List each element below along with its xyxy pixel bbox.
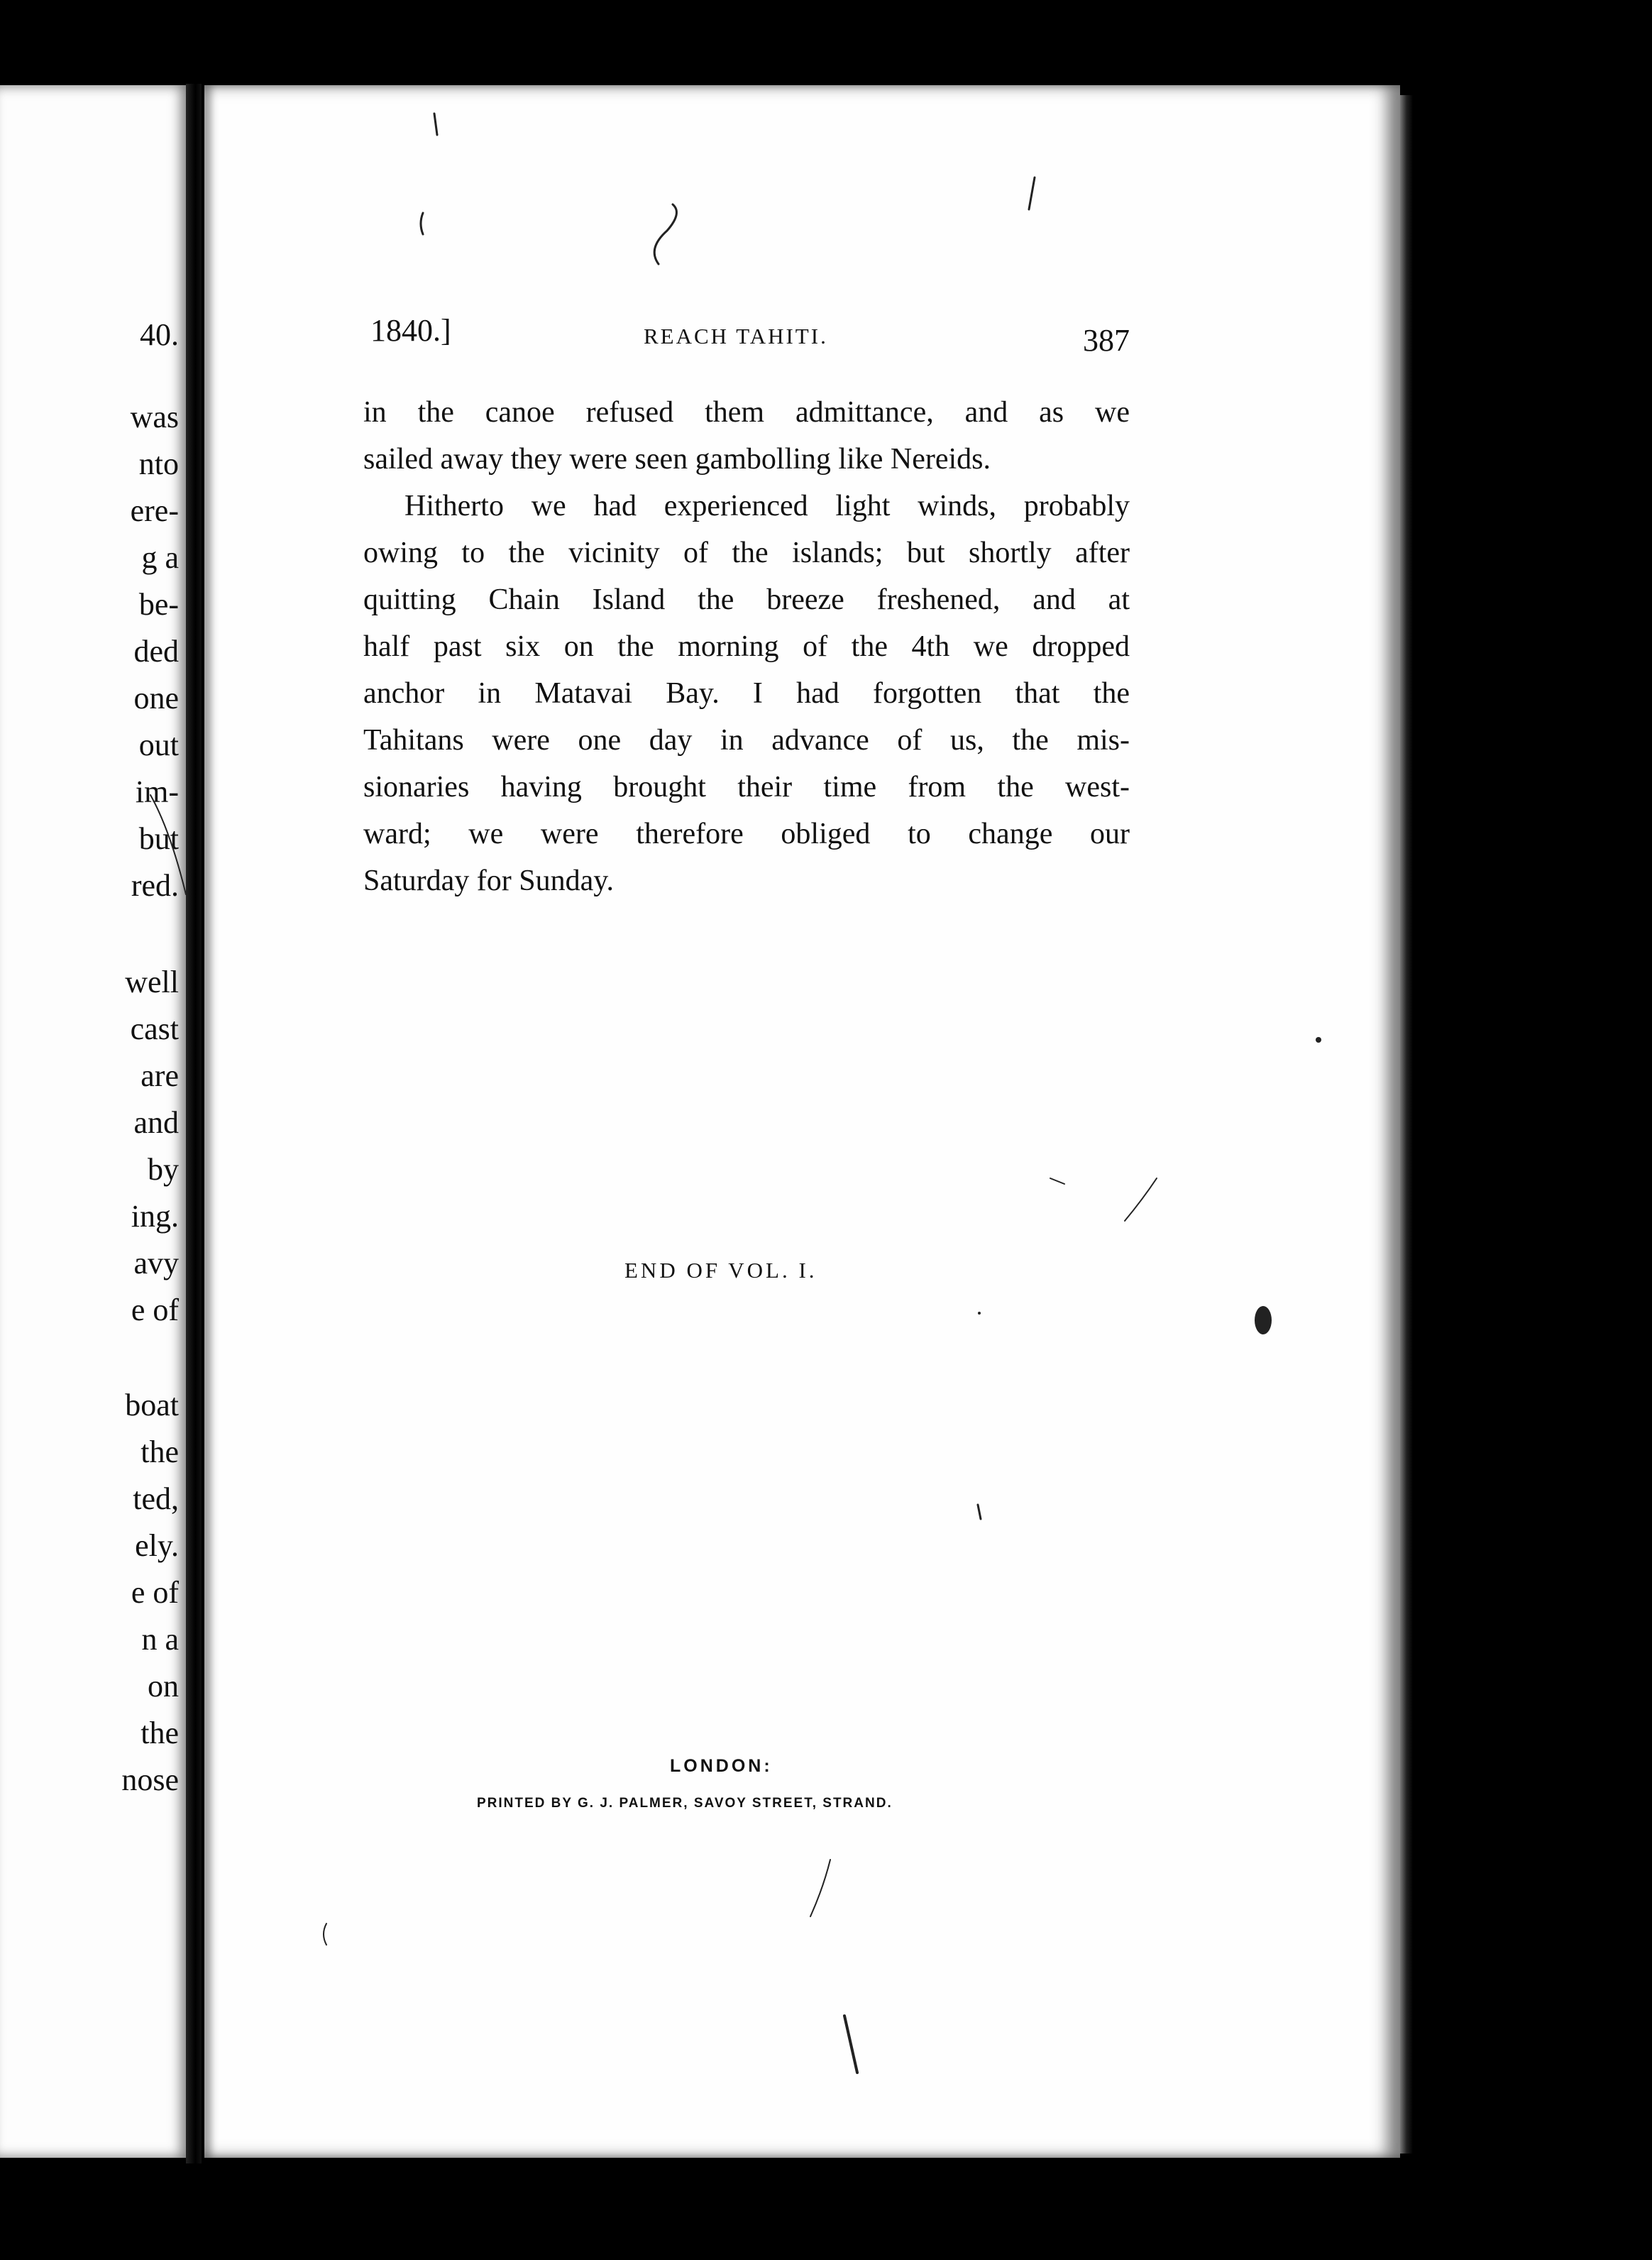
body-line: in the canoe refused them admittance, and as we bbox=[363, 396, 1130, 429]
previous-page-line: red. bbox=[131, 868, 179, 903]
end-of-volume-marker: END OF VOL. I. bbox=[624, 1258, 817, 1283]
body-line: owing to the vicinity of the islands; but shortly after bbox=[363, 537, 1130, 569]
body-line: quitting Chain Island the breeze freshened, and at bbox=[363, 583, 1130, 616]
previous-page-line: avy bbox=[133, 1246, 179, 1280]
previous-page-line: well bbox=[125, 965, 179, 999]
body-line: Tahitans were one day in advance of us, the mis- bbox=[363, 724, 1130, 757]
previous-page-line: nose bbox=[121, 1762, 179, 1797]
page-number: 387 bbox=[1083, 323, 1130, 358]
previous-page-line: ely. bbox=[135, 1528, 179, 1563]
imprint-city: LONDON: bbox=[670, 1756, 773, 1776]
previous-page-line: e of bbox=[131, 1293, 179, 1327]
previous-page-line: ded bbox=[133, 634, 179, 669]
body-line: Saturday for Sunday. bbox=[363, 865, 615, 897]
previous-page-line: one bbox=[133, 681, 179, 715]
previous-page-line: by bbox=[148, 1152, 179, 1187]
body-line: anchor in Matavai Bay. I had forgotten that the bbox=[363, 677, 1130, 710]
previous-page-line: the bbox=[141, 1716, 179, 1750]
body-text bbox=[363, 389, 1130, 904]
running-header bbox=[370, 305, 1130, 362]
previous-page-line: 40. bbox=[140, 317, 179, 352]
previous-page-line: was bbox=[130, 400, 179, 434]
previous-page-line: and bbox=[133, 1105, 179, 1140]
previous-page-line: n a bbox=[141, 1622, 179, 1657]
header-title: REACH TAHITI. bbox=[644, 324, 828, 349]
previous-page-line: e of bbox=[131, 1575, 179, 1610]
previous-page-line: on bbox=[148, 1669, 179, 1704]
previous-page-line: be- bbox=[138, 587, 179, 622]
body-line: half past six on the morning of the 4th we dropped bbox=[363, 630, 1130, 663]
previous-page-line: are bbox=[141, 1058, 179, 1093]
printer-imprint: PRINTED BY G. J. PALMER, SAVOY STREET, STRAND. bbox=[477, 1796, 893, 1811]
body-line: ward; we were therefore obliged to change our bbox=[363, 818, 1130, 850]
page-edge bbox=[1400, 95, 1413, 2154]
previous-page-line: the bbox=[141, 1435, 179, 1469]
book-gutter bbox=[186, 84, 202, 2163]
previous-page-line: g a bbox=[141, 540, 179, 575]
previous-page-line: nto bbox=[138, 446, 179, 481]
previous-page-line: ted, bbox=[133, 1481, 179, 1516]
body-line: Hitherto we had experienced light winds, probably bbox=[404, 490, 1130, 522]
previous-page-line: ing. bbox=[131, 1199, 179, 1234]
previous-page-line: cast bbox=[130, 1011, 179, 1046]
previous-page-line: boat bbox=[125, 1388, 179, 1422]
body-line: sailed away they were seen gambolling like Nereids. bbox=[363, 443, 991, 476]
body-line: sionaries having brought their time from the west- bbox=[363, 771, 1130, 803]
header-year: 1840.] bbox=[370, 313, 451, 348]
previous-page-line: out bbox=[138, 728, 179, 762]
previous-page-line: ere- bbox=[130, 493, 179, 528]
previous-page-line: but bbox=[138, 821, 179, 856]
previous-page-line: im- bbox=[135, 774, 179, 809]
